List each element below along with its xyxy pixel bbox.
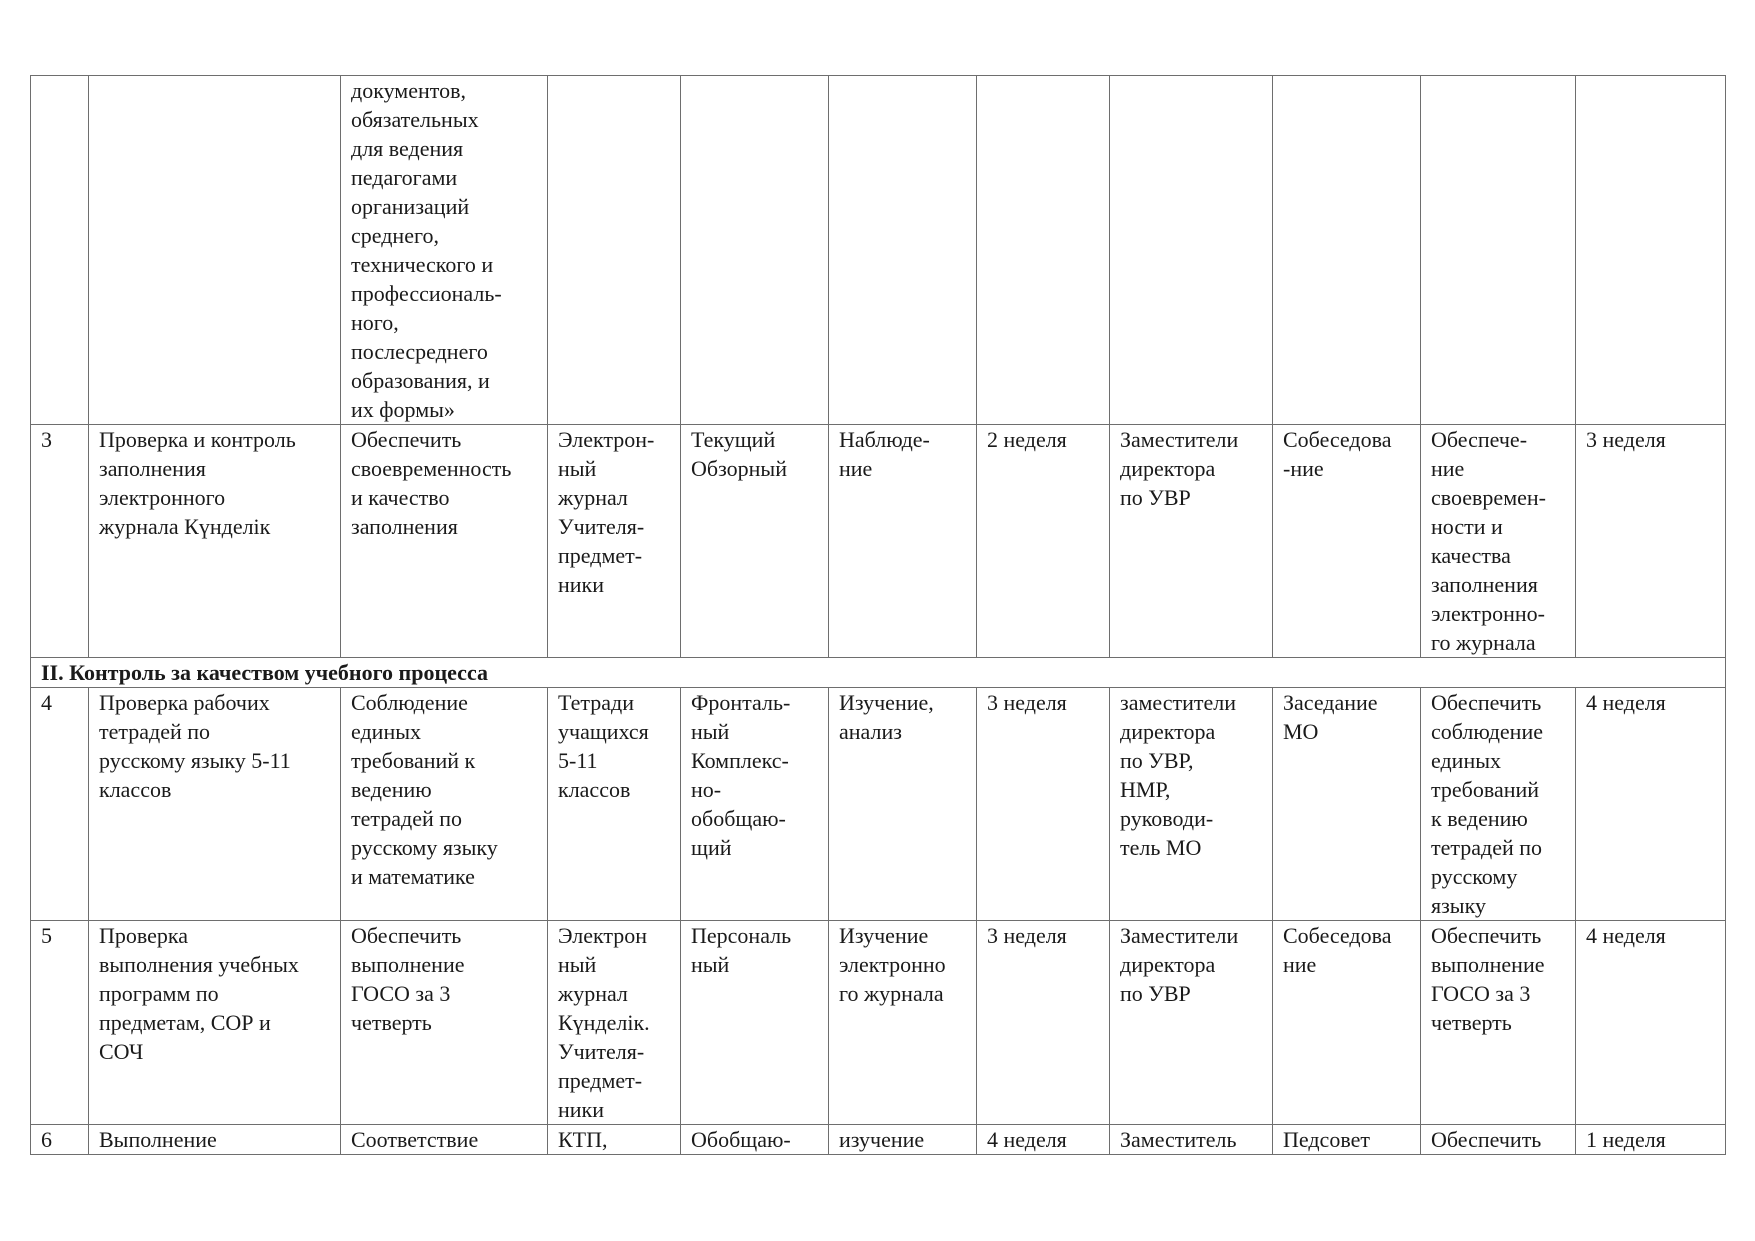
cell-responsible <box>1110 76 1273 425</box>
cell-object: КТП, <box>548 1125 681 1155</box>
cell-responsible: Заместители директора по УВР <box>1110 921 1273 1125</box>
cell-followup <box>1576 76 1726 425</box>
cell-control-type: Персональ ный <box>681 921 829 1125</box>
table-row <box>31 688 1726 921</box>
cell-number: 5 <box>31 921 89 1125</box>
cell-decision: Обеспечить выполнение ГОСО за 3 четверть <box>1421 921 1576 1125</box>
cell-review-place: Собеседова ние <box>1273 921 1421 1125</box>
cell-responsible: заместители директора по УВР, НМР, руководи- тель МО <box>1110 688 1273 921</box>
document-page <box>30 75 1725 1155</box>
table-row <box>31 921 1726 1125</box>
table-row-continuation <box>31 76 1726 425</box>
cell-number: 6 <box>31 1125 89 1155</box>
section-heading: II. Контроль за качеством учебного процесса <box>31 658 1726 688</box>
cell-object: Тетради учащихся 5-11 классов <box>548 688 681 921</box>
cell-decision: Обеспечить соблюдение единых требований к ведению тетрадей по русскому языку <box>1421 688 1576 921</box>
cell-decision: Обеспечить <box>1421 1125 1576 1155</box>
cell-method <box>829 76 977 425</box>
cell-object: Электрон ный журнал Күнделік. Учителя- предмет- ники <box>548 921 681 1125</box>
cell-object: Электрон- ный журнал Учителя- предмет- ники <box>548 425 681 658</box>
cell-topic: Проверка выполнения учебных программ по предметам, СОР и СОЧ <box>89 921 341 1125</box>
cell-method: Изучение, анализ <box>829 688 977 921</box>
cell-followup: 4 неделя <box>1576 688 1726 921</box>
cell-followup: 4 неделя <box>1576 921 1726 1125</box>
cell-goal: Обеспечить выполнение ГОСО за 3 четверть <box>341 921 548 1125</box>
cell-object <box>548 76 681 425</box>
cell-goal: Соответствие <box>341 1125 548 1155</box>
cell-review-place: Педсовет <box>1273 1125 1421 1155</box>
table-row <box>31 1125 1726 1155</box>
table-row <box>31 425 1726 658</box>
cell-responsible: Заместители директора по УВР <box>1110 425 1273 658</box>
cell-decision: Обеспече- ние своевремен- ности и качества заполнения электронно- го журнала <box>1421 425 1576 658</box>
cell-method: изучение <box>829 1125 977 1155</box>
section-heading-row <box>31 658 1726 688</box>
cell-number <box>31 76 89 425</box>
cell-review-place <box>1273 76 1421 425</box>
cell-control-type: Текущий Обзорный <box>681 425 829 658</box>
cell-period: 2 неделя <box>977 425 1110 658</box>
cell-topic <box>89 76 341 425</box>
cell-review-place: Заседание МО <box>1273 688 1421 921</box>
cell-control-type <box>681 76 829 425</box>
cell-topic: Проверка рабочих тетрадей по русскому языку 5-11 классов <box>89 688 341 921</box>
cell-followup: 1 неделя <box>1576 1125 1726 1155</box>
cell-number: 3 <box>31 425 89 658</box>
control-plan-table <box>30 75 1726 1155</box>
cell-period <box>977 76 1110 425</box>
cell-number: 4 <box>31 688 89 921</box>
cell-period: 4 неделя <box>977 1125 1110 1155</box>
cell-topic: Проверка и контроль заполнения электронного журнала Күнделік <box>89 425 341 658</box>
cell-goal: Соблюдение единых требований к ведению тетрадей по русскому языку и математике <box>341 688 548 921</box>
cell-decision <box>1421 76 1576 425</box>
cell-goal: документов, обязательных для ведения педагогами организаций среднего, технического и профессиональ- ного, послесреднего образования, и их формы» <box>341 76 548 425</box>
cell-followup: 3 неделя <box>1576 425 1726 658</box>
cell-method: Изучение электронно го журнала <box>829 921 977 1125</box>
cell-responsible: Заместитель <box>1110 1125 1273 1155</box>
cell-review-place: Собеседова -ние <box>1273 425 1421 658</box>
cell-topic: Выполнение <box>89 1125 341 1155</box>
cell-goal: Обеспечить своевременность и качество заполнения <box>341 425 548 658</box>
cell-method: Наблюде- ние <box>829 425 977 658</box>
cell-control-type: Фронталь- ный Комплекс- но- обобщаю- щий <box>681 688 829 921</box>
cell-period: 3 неделя <box>977 921 1110 1125</box>
cell-period: 3 неделя <box>977 688 1110 921</box>
cell-control-type: Обобщаю- <box>681 1125 829 1155</box>
